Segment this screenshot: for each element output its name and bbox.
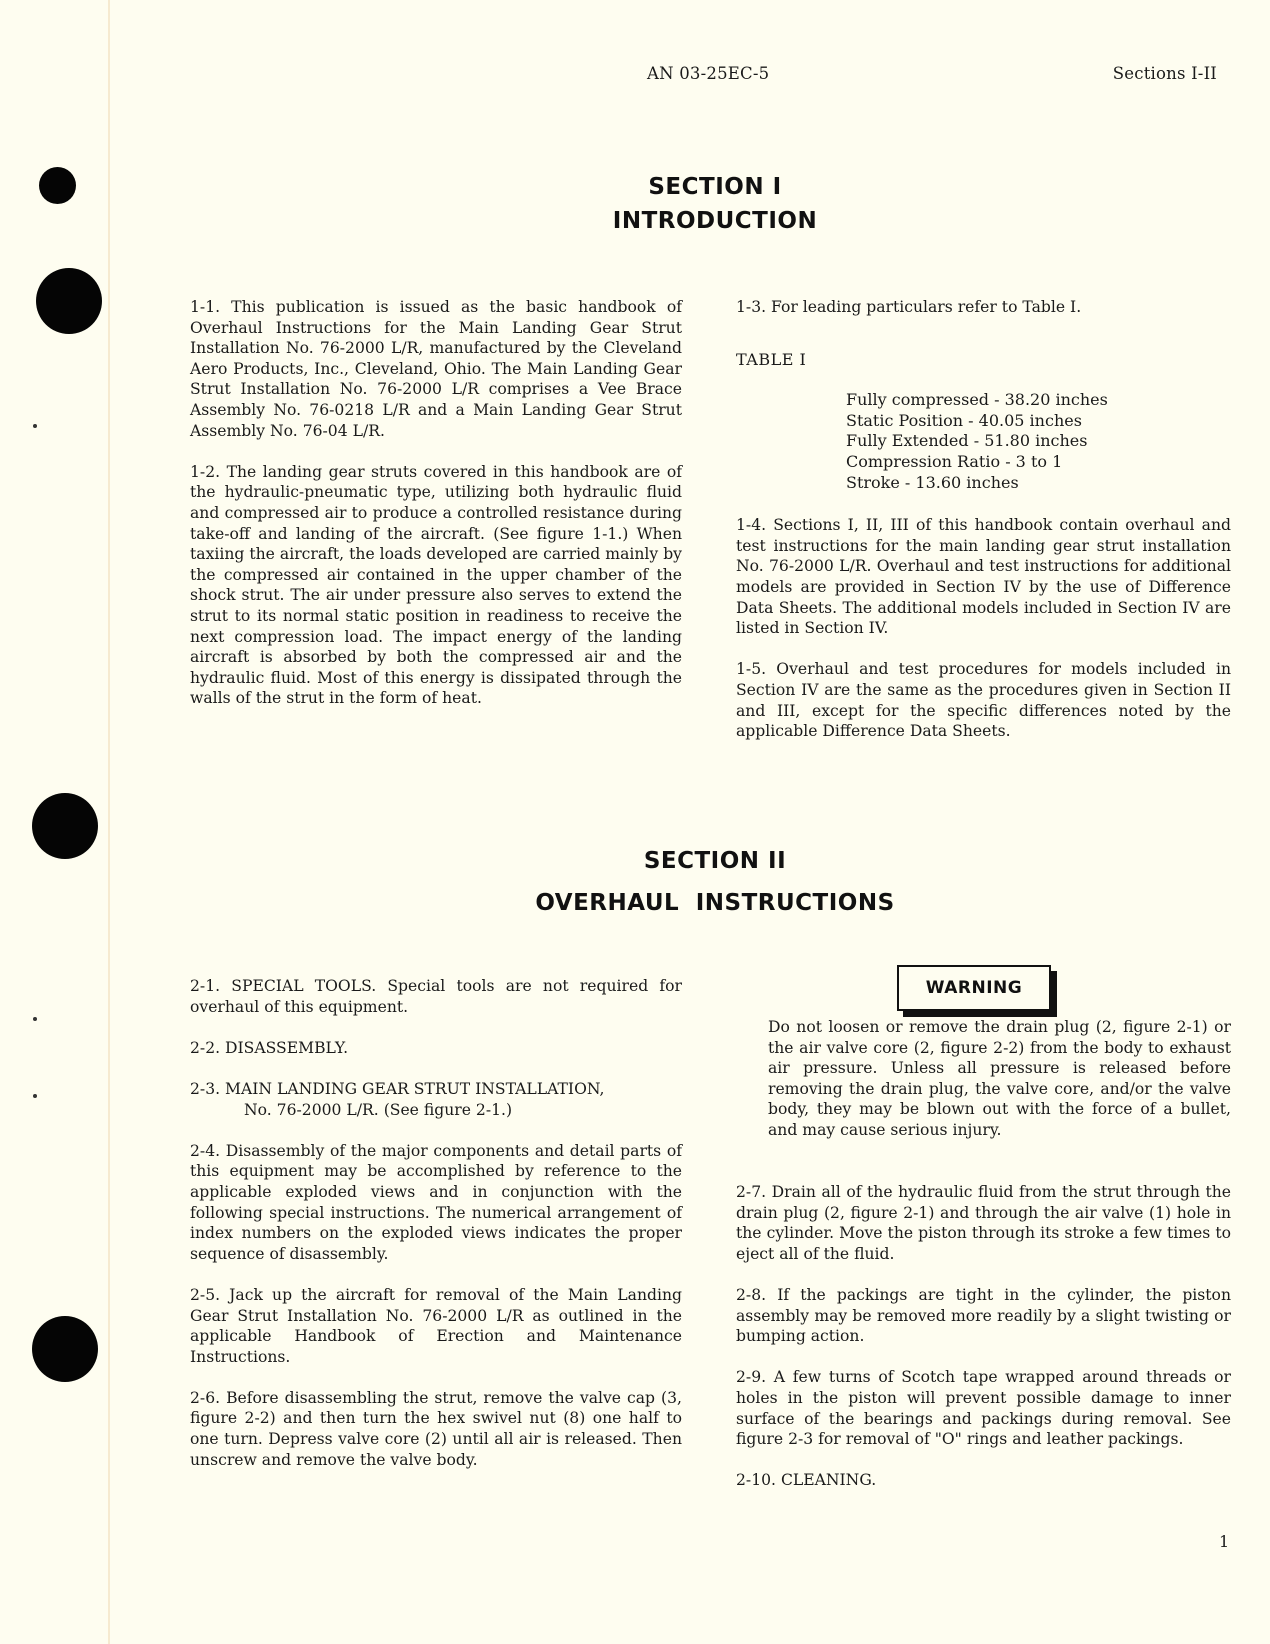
table-row: Stroke - 13.60 inches	[846, 472, 1019, 492]
punch-hole	[32, 1316, 98, 1382]
paragraph-2-3-subheading: No. 76-2000 L/R. (See figure 2-1.)	[244, 1100, 513, 1119]
paragraph-1-4: 1-4. Sections I, II, III of this handbook contain overhaul and test instructions for the main landing gear strut installation No. 76-2000 L/R. Overhaul and test instructions for additional models are provided in Section IV by the use of Difference Data Sheets. The additional models included in Section IV are listed in Section IV.	[736, 516, 1231, 638]
section-2-right-column	[736, 1182, 1231, 1491]
document-number: AN 03-25EC-5	[647, 64, 770, 83]
paragraph-2-10: 2-10. CLEANING.	[736, 1471, 877, 1490]
table-row: Static Position - 40.05 inches	[846, 410, 1082, 430]
paragraph-2-5: 2-5. Jack up the aircraft for removal of the Main Landing Gear Strut Installation No. 76-2000 L/R as outlined in the applicable Handbook of Erection and Maintenance Instructions.	[190, 1285, 682, 1366]
paragraph-1-1: 1-1. This publication is issued as the basic handbook of Overhaul Instructions for the Main Landing Gear Strut Installation No. 76-2000 L/R, manufactured by the Cleveland Aero Products, Inc., Cleveland, Ohio. The Main Landing Gear Strut Installation No. 76-2000 L/R comprises a Vee Brace Assembly No. 76-0218 L/R and a Main Landing Gear Strut Assembly No. 76-04 L/R.	[190, 298, 682, 440]
punch-hole	[36, 268, 102, 334]
section-2-title: SECTION II	[643, 848, 787, 874]
table-1-title: TABLE I	[736, 349, 807, 369]
section-range: Sections I-II	[1112, 64, 1217, 83]
paragraph-2-9: 2-9. A few turns of Scotch tape wrapped around threads or holes in the piston will prevent possible damage to inner surface of the bearings and packings during removal. See figure 2-3 for removal of "O" rings and leather packings.	[736, 1368, 1231, 1449]
paragraph-1-2: 1-2. The landing gear struts covered in this handbook are of the hydraulic-pneumatic type, utilizing both hydraulic fluid and compressed air to produce a controlled resistance during take-off and landing of the aircraft. (See figure 1-1.) When taxiing the aircraft, the loads developed are carried mainly by the compressed air contained in the upper chamber of the shock strut. The air under pressure also serves to extend the strut to its normal static position in readiness to receive the next compression load. The impact energy of the landing aircraft is absorbed by both the compressed air and the hydraulic fluid. Most of this energy is dissipated through the walls of the strut in the form of heat.	[190, 462, 682, 708]
page-binding-edge	[108, 0, 110, 1644]
warning-text	[768, 1017, 1231, 1141]
page-number: 1	[1219, 1532, 1230, 1551]
paragraph-1-5: 1-5. Overhaul and test procedures for models included in Section IV are the same as the procedures given in Section II and III, except for the specific differences noted by the applicable Difference Data Sheets.	[736, 660, 1231, 741]
warning-body: Do not loosen or remove the drain plug (2, figure 2-1) or the air valve core (2, figure 2-2) from the body to exhaust air pressure. Unless all pressure is released before removing the drain plug, the valve core, and/or the valve body, they may be blown out with the force of a bullet, and may cause serious injury.	[768, 1018, 1231, 1139]
section-2-subtitle: OVERHAUL INSTRUCTIONS	[535, 890, 895, 916]
section-1-subtitle: INTRODUCTION	[612, 208, 818, 234]
section-1-right-column	[736, 297, 1231, 742]
table-row: Fully Extended - 51.80 inches	[846, 431, 1088, 451]
punch-mark	[33, 1017, 37, 1021]
paragraph-2-1: 2-1. SPECIAL TOOLS. Special tools are not required for overhaul of this equipment.	[190, 977, 682, 1016]
warning-label: WARNING	[897, 965, 1051, 1011]
table-row: Fully compressed - 38.20 inches	[846, 390, 1108, 410]
section-1-title: SECTION I	[648, 174, 782, 200]
punch-mark	[33, 424, 37, 428]
paragraph-2-7: 2-7. Drain all of the hydraulic fluid from the strut through the drain plug (2, figure 2-1) and through the air valve (1) hole in the cylinder. Move the piston through its stroke a few times to eject all of the fluid.	[736, 1183, 1231, 1263]
punch-mark	[33, 1094, 37, 1098]
paragraph-1-3: 1-3. For leading particulars refer to Table I.	[736, 298, 1082, 316]
paragraph-2-4: 2-4. Disassembly of the major components and detail parts of this equipment may be accomplished by reference to the applicable exploded views and in conjunction with the following special instructions. The numerical arrangement of index numbers on the exploded views indicates the proper sequence of disassembly.	[190, 1141, 682, 1263]
table-1	[846, 390, 1231, 493]
paragraph-2-6: 2-6. Before disassembling the strut, remove the valve cap (3, figure 2-2) and then turn the hex swivel nut (8) one half to one turn. Depress valve core (2) until all air is released. Then unscrew and remove the valve body.	[190, 1388, 682, 1469]
paragraph-2-3-heading: 2-3. MAIN LANDING GEAR STRUT INSTALLATION,	[190, 1079, 605, 1098]
section-1-left-column	[190, 297, 682, 709]
section-2-left-column	[190, 976, 682, 1470]
paragraph-2-2: 2-2. DISASSEMBLY.	[190, 1038, 349, 1057]
table-row: Compression Ratio - 3 to 1	[846, 451, 1063, 471]
paragraph-2-8: 2-8. If the packings are tight in the cylinder, the piston assembly may be removed more readily by a slight twisting or bumping action.	[736, 1285, 1231, 1346]
